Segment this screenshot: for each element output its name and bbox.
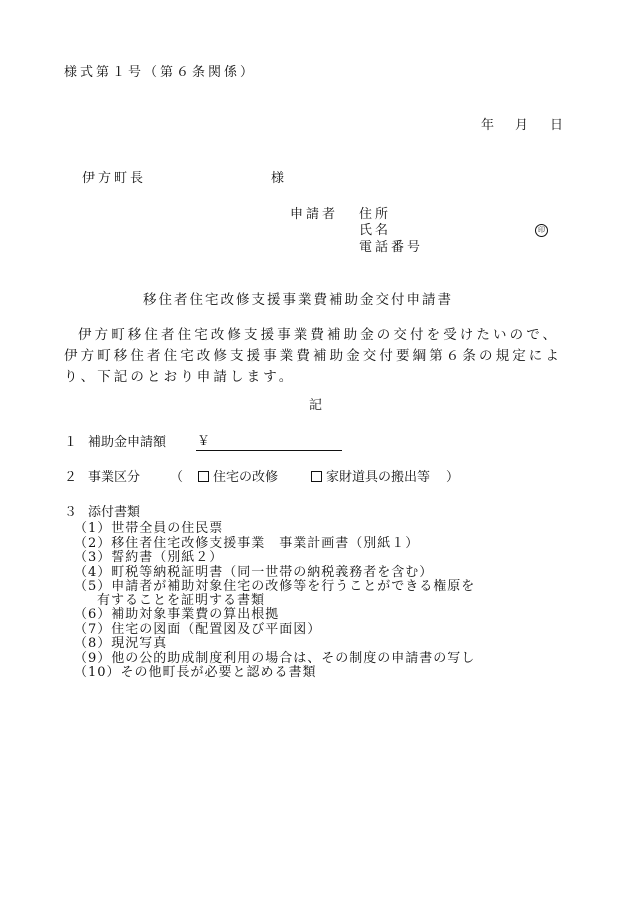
item1-label: 補助金申請額 [88,435,167,450]
item1-number: １ [64,435,78,450]
form-number: 様式第１号（第６条関係） [64,65,257,80]
document-title: 移住者住宅改修支援事業費補助金交付申請書 [143,292,453,308]
item2-close-paren: ） [446,470,460,485]
date-month-label: 月 [515,118,529,133]
ki-label: 記 [309,398,323,413]
seal-mark: 印 [535,224,548,237]
address-label: 住所 [359,207,392,222]
applicant-label: 申請者 [290,207,339,222]
attachment-item-continued: 有することを証明する書類 [97,593,266,608]
attachment-item: （4）町税等納税証明書（同一世帯の納税義務者を含む） [74,565,434,580]
date-day-label: 日 [550,118,564,133]
attachment-item: （5）申請者が補助対象住宅の改修等を行うことができる権原を [74,579,476,594]
addressee-honorific: 様 [271,171,285,186]
item1-currency: ￥ [197,434,211,449]
option-removal[interactable] [311,471,430,484]
option-renovation-label: 住宅の改修 [213,470,279,485]
attachment-item: （8）現況写真 [74,636,168,651]
amount-field[interactable] [196,450,342,451]
item2-open-paren: （ [170,470,184,485]
option-removal-label: 家財道具の搬出等 [326,470,431,485]
checkbox-icon[interactable] [198,471,209,482]
addressee-name: 伊方町長 [82,171,147,186]
item2-label: 事業区分 [88,470,141,485]
item2-number: ２ [64,470,78,485]
attachment-item: （6）補助対象事業費の算出根拠 [74,607,280,622]
item3-number: ３ [64,505,78,520]
attachment-item: （3）誓約書（別紙２） [74,550,224,565]
attachment-item: （2）移住者住宅改修支援事業 事業計画書（別紙１） [74,536,420,551]
date-year-label: 年 [481,118,495,133]
name-label: 氏名 [359,223,392,238]
attachment-item: （7）住宅の図面（配置図及び平面図） [74,622,322,637]
attachment-item: （1）世帯全員の住民票 [74,521,224,536]
checkbox-icon[interactable] [311,471,322,482]
attachment-item: （9）他の公的助成制度利用の場合は、その制度の申請書の写し [74,651,476,666]
option-renovation[interactable] [198,471,278,484]
item3-label: 添付書類 [88,505,141,520]
phone-label: 電話番号 [359,240,424,255]
body-paragraph: 伊方町移住者住宅改修支援事業費補助金の交付を受けたいので、伊方町移住者住宅改修支援事業費補助金交付要綱第６条の規定により、下記のとおり申請します。 [64,327,562,385]
attachment-item: （10）その他町長が必要と認める書類 [74,665,317,680]
